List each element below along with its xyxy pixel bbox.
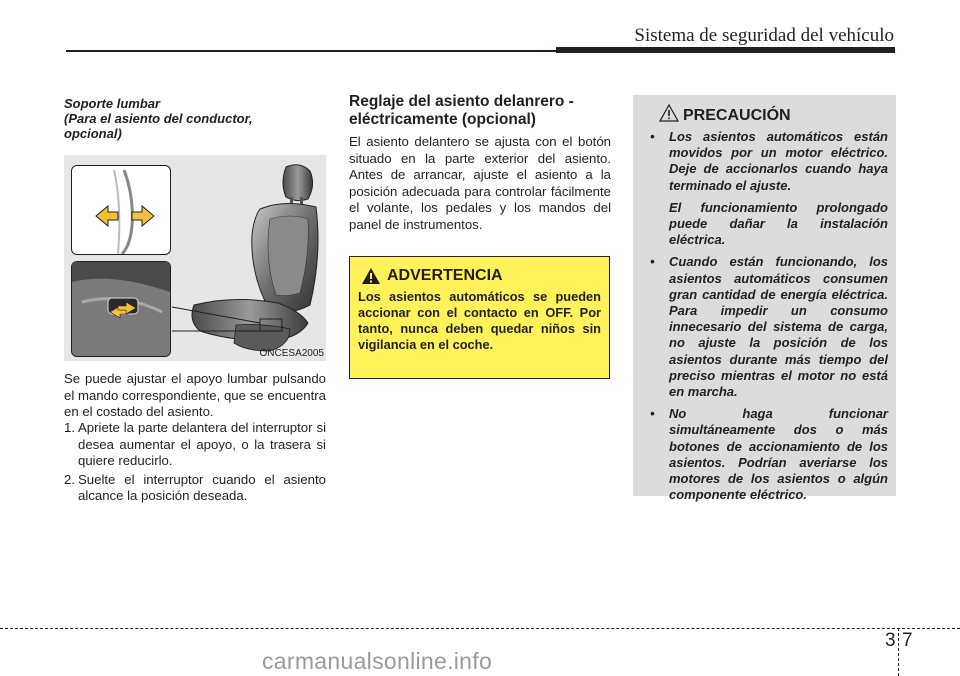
lumbar-arrows-diagram [72, 166, 170, 254]
arrow-right-icon [132, 206, 154, 226]
lumbar-title-line: (Para el asiento del conductor, [64, 111, 253, 126]
lumbar-intro: Se puede ajustar el apoyo lumbar pulsando el mando correspondiente, que se encuentra en el costado del asiento. [64, 371, 326, 419]
front-seat-title: Reglaje del asiento delanrero - eléctricamente (opcional) [349, 93, 574, 128]
lumbar-title [64, 96, 326, 141]
precaution-box [633, 95, 896, 503]
arrow-left-icon [96, 206, 118, 226]
precaution-item-text: Los asientos automáticos están movidos por un motor eléctrico. Deje de accionarlos cuando haya terminado el ajuste. [669, 129, 888, 193]
seat-figure [64, 155, 326, 361]
precaution-title-text: PRECAUCIÓN [683, 107, 791, 124]
bullet: • [650, 129, 655, 144]
header-rule-thick [556, 47, 895, 53]
list-item [645, 129, 888, 248]
step-number: 2. [64, 471, 75, 487]
lumbar-title-line: opcional) [64, 126, 122, 141]
figure-code: ONCESA2005 [259, 348, 324, 359]
page-header-title: Sistema de seguridad del vehículo [634, 25, 894, 46]
footer-rule [0, 628, 960, 629]
precaution-list [645, 129, 888, 503]
list-item [64, 420, 326, 470]
page-number: 7 [902, 630, 913, 651]
lumbar-steps [64, 420, 326, 507]
front-seat-text: El asiento delantero se ajusta con el botón situado en la parte exterior del asiento. Antes de arrancar, ajuste el asiento a la posición adecuada para controlar fácilmente el volante, los pedales y los mandos del panel de instrumentos. [349, 134, 611, 232]
warning-title [358, 267, 601, 285]
lumbar-switch-inset [71, 261, 171, 357]
chapter-number: 3 [885, 630, 896, 651]
precaution-item-subtext: El funcionamiento prolongado puede dañar la instalación eléctrica. [669, 199, 888, 248]
list-item [645, 406, 888, 503]
header-rule-thin [66, 50, 556, 52]
precaution-title [645, 107, 888, 125]
list-item [64, 472, 326, 505]
warning-text: Los asientos automáticos se pueden accionar con el contacto en OFF. Por tanto, nunca deben quedar niños sin vigilancia en el coche. [358, 289, 601, 352]
step-text: Apriete la parte delantera del interruptor si desea aumentar el apoyo, o la trasera si quiere reducirlo. [78, 420, 326, 468]
warning-triangle-icon [361, 267, 381, 285]
lumbar-title-line: Soporte lumbar [64, 96, 161, 111]
lumbar-switch-diagram [72, 262, 170, 356]
bullet: • [650, 254, 655, 270]
lumbar-section [64, 96, 326, 141]
page-number-separator [898, 628, 899, 676]
lumbar-arrows-inset [71, 165, 171, 255]
bullet: • [650, 406, 655, 422]
step-number: 1. [64, 420, 75, 435]
list-item [645, 254, 888, 400]
precaution-item-text: Cuando están funcionando, los asientos automáticos consumen gran cantidad de energía eléctrica. Para impedir un consumo innecesario del sistema de carga, no ajuste la posición de los asientos durante más tiempo del preciso mientras el motor no está en marcha. [669, 254, 888, 400]
warning-title-text: ADVERTENCIA [387, 267, 503, 284]
watermark: carmanualsonline.info [262, 648, 493, 674]
warning-box [349, 256, 610, 379]
warning-triangle-icon [659, 104, 679, 122]
step-text: Suelte el interruptor cuando el asiento alcance la posición deseada. [78, 471, 326, 503]
precaution-item-text: No haga funcionar simultáneamente dos o más botones de accionamiento de los asientos. Podrían averiarse los motores de los asientos o algún componente eléctrico. [669, 406, 888, 503]
